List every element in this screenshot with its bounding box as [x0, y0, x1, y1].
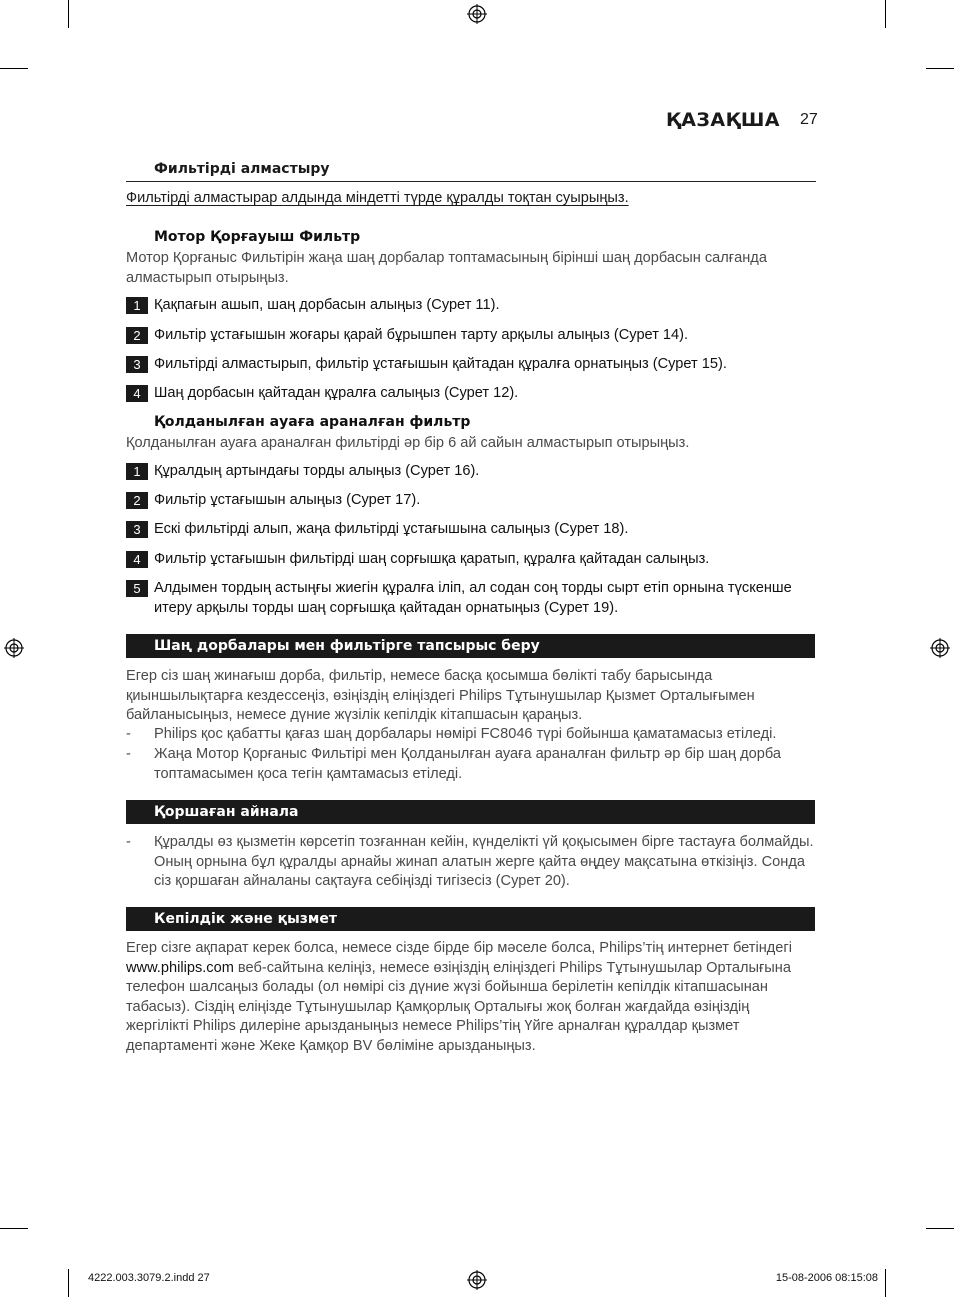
subsection-title-air-filter: Қолданылған ауаға араналған фильтр [154, 414, 471, 430]
step-text: Шаң дорбасын қайтадан құралға салыңыз (Сурет 12). [154, 385, 519, 401]
ordering-description: Егер сіз шаң жинағыш дорба, фильтір, немесе басқа қосымша бөлікті табу барысында қиыншылықтарға кездессеңіз, өзіңіздің еліңіздегі Philips Тұтынушылар Қызмет Орталығымен байланысыңыз, немесе дүние жүзілік кепілдік кітапшасын қараңыз. [126, 668, 755, 723]
step-number-badge: 2 [126, 492, 148, 509]
page-number: 27 [800, 111, 818, 128]
step-text: Ескі фильтірді алып, жаңа фильтірді ұстағышына салыңыз (Сурет 18). [154, 521, 629, 537]
step-text: Алдымен тордың астыңғы жиегін құралға іліп, ал содан соң торды сырт етіп орнына түскенше итеру арқылы торды шаң сорғышқа қайтадан орнатыңыз (Сурет 19). [154, 580, 792, 616]
registration-mark-icon [467, 4, 487, 24]
list-item-text: Құралды өз қызметін көрсетіп тозғаннан кейін, күнделікті үй қоқысымен бірге тастауға болмайды. Оның орнына бұл құралды арнайы жинап алатын жерге қайта өңдеу мақсатына өткізіңіз. Сонда сіз қоршаған айналаны сақтауға себіңізді тигізесіз (Сурет 20). [154, 834, 814, 889]
page-language-heading: ҚАЗАҚША [665, 109, 780, 131]
section-title-environment: Қоршаған айнала [154, 804, 299, 820]
step-number-badge: 4 [126, 551, 148, 568]
crop-mark [885, 0, 886, 28]
step-number-badge: 2 [126, 327, 148, 344]
crop-mark [68, 1269, 69, 1297]
motor-filter-description: Мотор Қорғаныс Фильтірін жаңа шаң дорбалар топтамасының бірінші шаң дорбасын салғанда алмастырып отырыңыз. [126, 250, 767, 286]
step-text: Фильтір ұстағышын фильтірді шаң сорғышқа қаратып, құралға қайтадан салыңыз. [154, 551, 710, 567]
air-filter-description: Қолданылған ауаға араналған фильтірді әр бір 6 ай сайын алмастырып отырыңыз. [126, 435, 690, 451]
step-number-badge: 1 [126, 297, 148, 314]
step-text: Фильтір ұстағышын алыңыз (Сурет 17). [154, 492, 421, 508]
step-number-badge: 3 [126, 356, 148, 373]
step-number-badge: 5 [126, 580, 148, 597]
footer-datetime: 15-08-2006 08:15:08 [775, 1272, 878, 1284]
crop-mark [885, 1269, 886, 1297]
bullet-dash: - [126, 834, 131, 850]
registration-mark-icon [4, 638, 24, 658]
warranty-text-before: Егер сізге ақпарат керек болса, немесе сізде бірде бір мәселе болса, Philips’тің интернет бетіндегі [126, 940, 792, 956]
crop-mark [0, 68, 28, 69]
crop-mark [0, 1228, 28, 1229]
section-bar-environment [126, 800, 815, 824]
step-number-badge: 4 [126, 385, 148, 402]
bullet-dash: - [126, 746, 131, 762]
philips-website-link[interactable]: www.philips.com [126, 959, 234, 976]
subsection-title-motor-filter: Мотор Қорғауыш Фильтр [154, 229, 361, 245]
warranty-text-after: веб-сайтына келіңіз, немесе өзіңіздің еліңіздегі Philips Тұтынушылар Орталығына телефон шалсаңыз болады (ол нөмірі сіз дүние жүзі бойынша берілетін кепілдік кітапшасынан табасыз). Сіздің еліңізде Тұтынушылар Қамқорлық Орталығы жоқ болған жағдайда өзіңіздің жергілікті Philips дилеріне арызданыңыз немесе Philips’тің Үйге арналған құралдар қызмет департаменті және Жеке Қамқор BV бөліміне арызданыңыз. [126, 959, 791, 1054]
list-item-text: Жаңа Мотор Қорғаныс Фильтірі мен Қолданылған ауаға араналған фильтр әр бір шаң дорба топтамасымен қоса тегін қамтамасыз етіледі. [154, 746, 782, 782]
list-item-text: Philips қос қабатты қағаз шаң дорбалары нөмірі FC8046 түрі бойынша қаматамасыз етіледі. [154, 726, 777, 742]
registration-mark-icon [930, 638, 950, 658]
crop-mark [926, 68, 954, 69]
crop-mark [926, 1228, 954, 1229]
step-number-badge: 1 [126, 463, 148, 480]
registration-mark-icon [467, 1270, 487, 1290]
section-bar-ordering [126, 634, 815, 658]
section-title-ordering: Шаң дорбалары мен фильтірге тапсырыс беру [154, 638, 540, 654]
section-divider [126, 181, 816, 182]
step-text: Фильтір ұстағышын жоғары қарай бұрышпен тарту арқылы алыңыз (Сурет 14). [154, 327, 689, 343]
step-text: Қақпағын ашып, шаң дорбасын алыңыз (Сурет 11). [154, 297, 500, 313]
warning-text: Фильтірді алмастырар алдында міндетті түрде құралды тоқтан суырыңыз. [126, 190, 629, 206]
step-number-badge: 3 [126, 521, 148, 538]
footer-file-info: 4222.003.3079.2.indd 27 [88, 1272, 210, 1284]
section-title-filter-replacement: Фильтірді алмастыру [154, 161, 330, 177]
section-bar-warranty [126, 907, 815, 931]
step-text: Құралдың артындағы торды алыңыз (Сурет 16). [154, 463, 480, 479]
crop-mark [68, 0, 69, 28]
warranty-description [126, 939, 816, 1056]
section-title-warranty: Кепілдік және қызмет [154, 911, 337, 927]
step-text: Фильтірді алмастырып, фильтір ұстағышын қайтадан құралға орнатыңыз (Сурет 15). [154, 356, 727, 372]
bullet-dash: - [126, 726, 131, 742]
